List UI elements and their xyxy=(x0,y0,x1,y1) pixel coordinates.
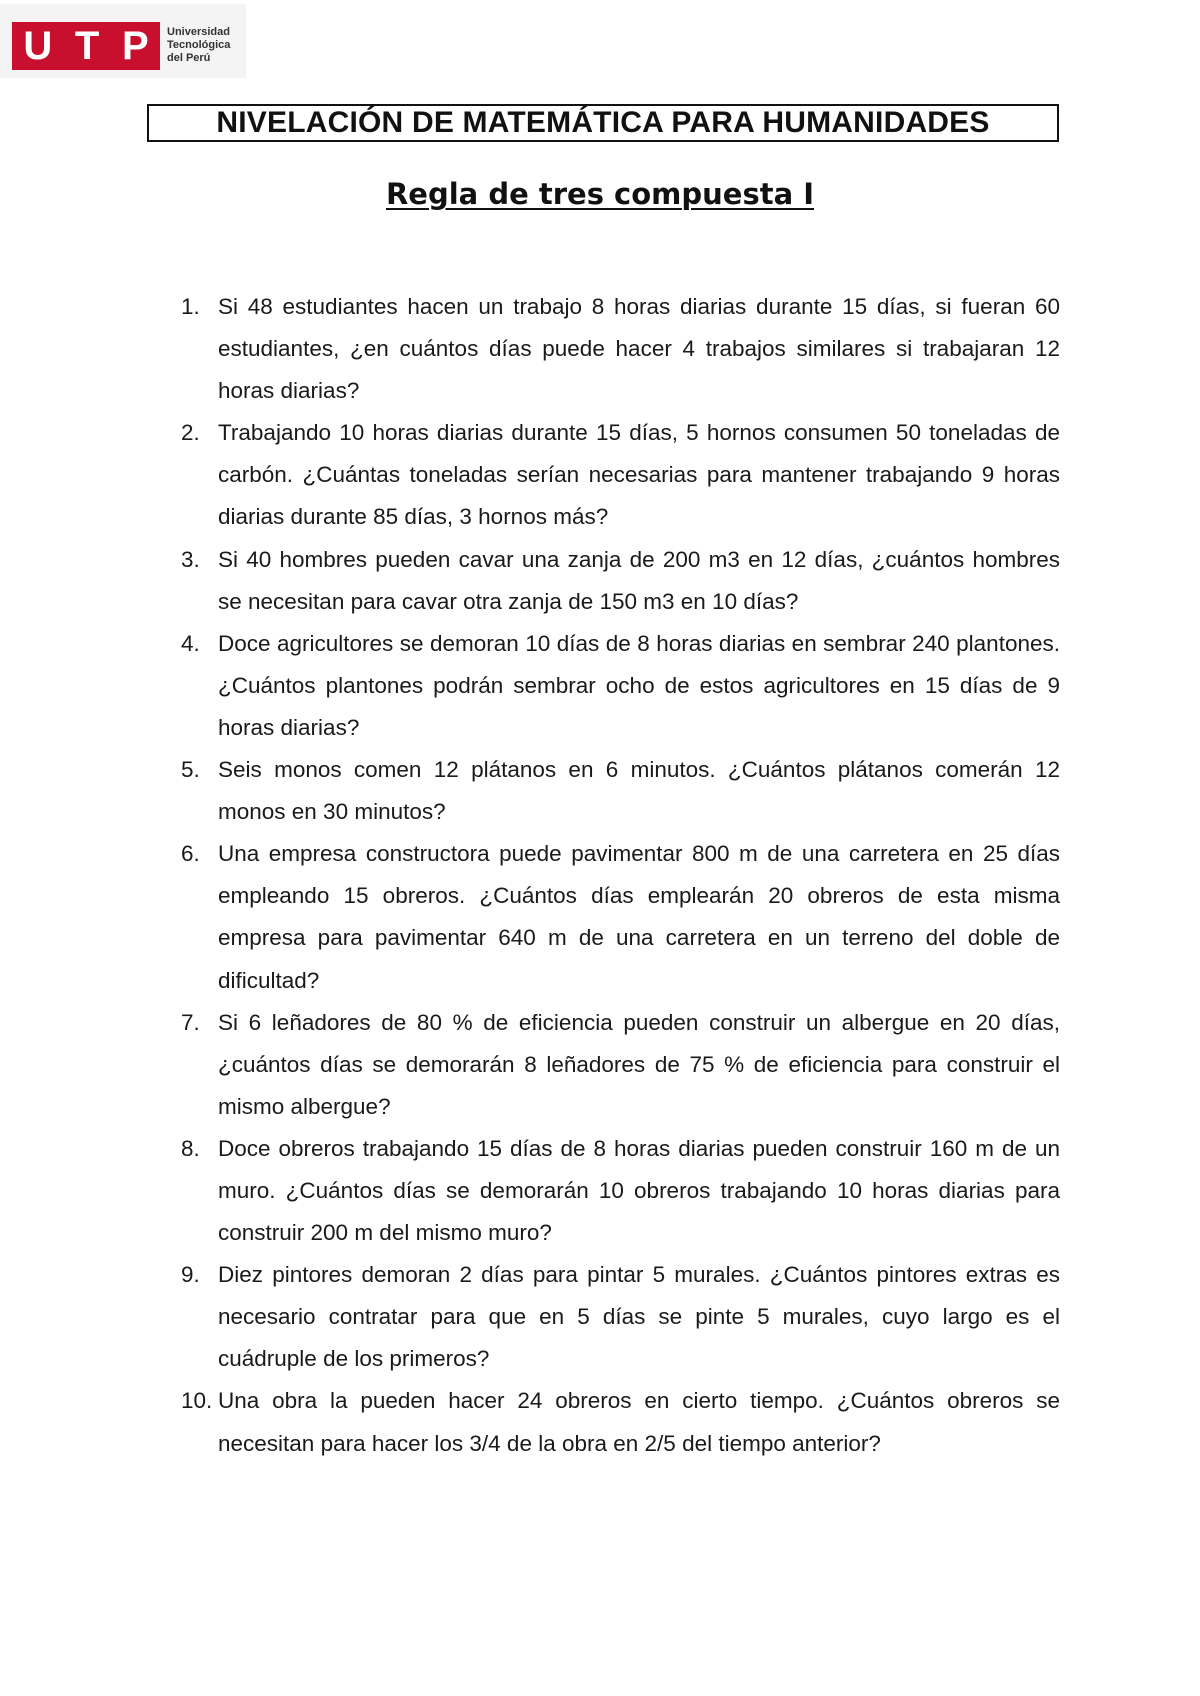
problem-number: 7. xyxy=(181,1009,200,1035)
problem-item-6 xyxy=(177,833,1060,1001)
logo-word-tecnologica: Tecnológica xyxy=(167,39,231,51)
document-subtitle: Regla de tres compuesta I xyxy=(385,177,815,211)
problem-item-7 xyxy=(177,1002,1060,1128)
problem-item-1 xyxy=(177,286,1060,412)
problem-item-2 xyxy=(177,412,1060,538)
problem-number: 5. xyxy=(181,757,200,783)
problem-number: 3. xyxy=(181,546,200,572)
utp-logo xyxy=(0,4,246,78)
problem-text: Si 6 leñadores de 80 % de eficiencia pueden construir un albergue en 20 días, ¿cuántos días se demorarán 8 leñadores de 75 % de eficiencia para construir el mismo albergue? xyxy=(218,1009,1060,1119)
problem-number: 1. xyxy=(181,294,200,319)
problem-item-5 xyxy=(177,749,1060,833)
problem-text: Seis monos comen 12 plátanos en 6 minutos. ¿Cuántos plátanos comerán 12 monos en 30 minutos? xyxy=(218,757,1060,825)
problem-text: Trabajando 10 horas diarias durante 15 días, 5 hornos consumen 50 toneladas de carbón. ¿Cuántas toneladas serían necesarias para mantener trabajando 9 horas diarias durante 85 días, 3 hornos más? xyxy=(218,420,1060,530)
problem-text: Doce agricultores se demoran 10 días de 8 horas diarias en sembrar 240 plantones. ¿Cuántos plantones podrán sembrar ocho de estos agricultores en 15 días de 9 horas diarias? xyxy=(218,630,1060,740)
logo-letter-p: P xyxy=(121,24,149,68)
problem-text: Si 48 estudiantes hacen un trabajo 8 horas diarias durante 15 días, si fueran 60 estudiantes, ¿en cuántos días puede hacer 4 trabajos similares si trabajaran 12 horas diarias? xyxy=(218,294,1060,404)
document-title-box xyxy=(147,104,1059,142)
logo-word-universidad: Universidad xyxy=(167,26,230,38)
problem-text: Diez pintores demoran 2 días para pintar 5 murales. ¿Cuántos pintores extras es necesario contratar para que en 5 días se pinte 5 murales, cuyo largo es el cuádruple de los primeros? xyxy=(218,1262,1060,1372)
logo-university-name xyxy=(167,26,230,65)
problem-item-3 xyxy=(177,539,1060,623)
problem-item-8 xyxy=(177,1128,1060,1254)
logo-word-del-peru: del Perú xyxy=(167,52,211,64)
problem-text: Una obra la pueden hacer 24 obreros en cierto tiempo. ¿Cuántos obreros se necesitan para hacer los 3/4 de la obra en 2/5 del tiempo anterior? xyxy=(218,1388,1060,1456)
document-title: NIVELACIÓN DE MATEMÁTICA PARA HUMANIDADES xyxy=(216,106,990,139)
problem-item-9 xyxy=(177,1254,1060,1380)
logo-letter-u: U xyxy=(23,24,53,68)
problem-number: 10. xyxy=(181,1388,213,1414)
problem-number: 8. xyxy=(181,1135,200,1161)
problem-item-4 xyxy=(177,623,1060,749)
problem-list xyxy=(177,286,1060,1465)
problem-number: 9. xyxy=(181,1262,200,1288)
problem-text: Si 40 hombres pueden cavar una zanja de 200 m3 en 12 días, ¿cuántos hombres se necesitan para cavar otra zanja de 150 m3 en 10 días? xyxy=(218,546,1060,614)
problem-number: 4. xyxy=(181,630,200,656)
problem-text: Una empresa constructora puede pavimentar 800 m de una carretera en 25 días empleando 15 obreros. ¿Cuántos días emplearán 20 obreros de esta misma empresa para pavimentar 640 m de una carretera en un terreno del doble de dificultad? xyxy=(218,841,1060,993)
problem-number: 6. xyxy=(181,841,200,867)
logo-letter-t: T xyxy=(74,24,100,68)
problem-text: Doce obreros trabajando 15 días de 8 horas diarias pueden construir 160 m de un muro. ¿Cuántos días se demorarán 10 obreros trabajando 10 horas diarias para construir 200 m del mismo muro? xyxy=(218,1135,1060,1246)
problem-number: 2. xyxy=(181,420,200,446)
logo-letters-block xyxy=(12,22,160,70)
problem-item-10 xyxy=(177,1380,1060,1464)
